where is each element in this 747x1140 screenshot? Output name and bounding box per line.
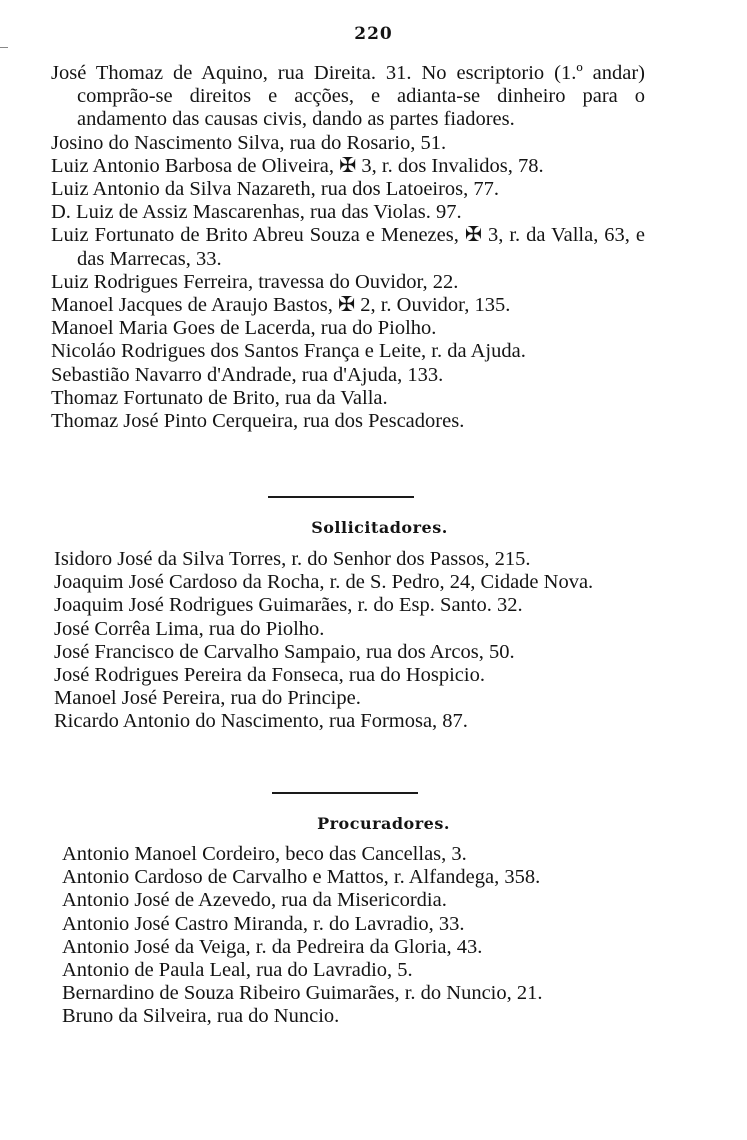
list-entry: Manoel Jacques de Araujo Bastos, ✠ 2, r. Ouvidor, 135.	[51, 294, 511, 317]
list-entry: Antonio Cardoso de Carvalho e Mattos, r. Alfandega, 358.	[62, 866, 541, 889]
section-divider	[268, 496, 414, 498]
list-entry: Joaquim José Rodrigues Guimarães, r. do Esp. Santo. 32.	[54, 594, 523, 617]
list-entry: Thomaz Fortunato de Brito, rua da Valla.	[51, 386, 388, 409]
list-entry: Antonio de Paula Leal, rua do Lavradio, 5.	[62, 959, 413, 982]
section-heading-procuradores: Procuradores.	[317, 814, 450, 833]
list-entry: D. Luiz de Assiz Mascarenhas, rua das Violas. 97.	[51, 201, 462, 224]
section-procuradores	[62, 843, 656, 1029]
list-entry: Luiz Rodrigues Ferreira, travessa do Ouvidor, 22.	[51, 270, 459, 293]
list-entry: José Francisco de Carvalho Sampaio, rua dos Arcos, 50.	[54, 640, 515, 663]
list-entry: José Rodrigues Pereira da Fonseca, rua do Hospicio.	[54, 664, 485, 687]
list-entry: Antonio José de Azevedo, rua da Misericordia.	[62, 889, 447, 912]
list-entry: Sebastião Navarro d'Andrade, rua d'Ajuda, 133.	[51, 363, 444, 386]
list-entry: Bernardino de Souza Ribeiro Guimarães, r. do Nuncio, 21.	[62, 982, 543, 1005]
page-number: 220	[354, 24, 393, 44]
list-entry: Isidoro José da Silva Torres, r. do Senhor dos Passos, 215.	[54, 548, 531, 570]
margin-mark	[0, 47, 8, 48]
list-entry: Manoel Maria Goes de Lacerda, rua do Piolho.	[51, 317, 437, 340]
list-entry: Nicoláo Rodrigues dos Santos França e Leite, r. da Ajuda.	[51, 340, 526, 363]
section-divider	[272, 792, 418, 794]
list-entry: Antonio José Castro Miranda, r. do Lavradio, 33.	[62, 912, 465, 935]
list-entry: Joaquim José Cardoso da Rocha, r. de S. Pedro, 24, Cidade Nova.	[54, 571, 594, 594]
list-entry: Manoel José Pereira, rua do Principe.	[54, 687, 361, 710]
list-entry: Ricardo Antonio do Nascimento, rua Formosa, 87.	[54, 710, 468, 733]
list-entry: Luiz Fortunato de Brito Abreu Souza e Menezes, ✠ 3, r. da Valla, 63, e das Marrecas, 33.	[51, 224, 645, 270]
section-sollicitadores	[54, 548, 648, 734]
list-entry: Thomaz José Pinto Cerqueira, rua dos Pescadores.	[51, 410, 465, 433]
list-entry: Bruno da Silveira, rua do Nuncio.	[62, 1005, 340, 1028]
list-entry: Antonio José da Veiga, r. da Pedreira da Gloria, 43.	[62, 935, 483, 958]
list-entry: Luiz Antonio da Silva Nazareth, rua dos Latoeiros, 77.	[51, 178, 500, 201]
list-entry: Josino do Nascimento Silva, rua do Rosario, 51.	[51, 131, 447, 154]
list-entry: José Thomaz de Aquino, rua Direita. 31. No escriptorio (1.º andar) comprão-se direitos e acções, e adianta-se dinheiro para o andamento das causas civis, dando as partes fiadores.	[51, 62, 645, 131]
list-entry: José Corrêa Lima, rua do Piolho.	[54, 617, 325, 640]
section-advogados	[51, 62, 645, 433]
list-entry: Antonio Manoel Cordeiro, beco das Cancellas, 3.	[62, 843, 467, 865]
section-heading-sollicitadores: Sollicitadores.	[311, 518, 448, 537]
list-entry: Luiz Antonio Barbosa de Oliveira, ✠ 3, r. dos Invalidos, 78.	[51, 154, 544, 177]
